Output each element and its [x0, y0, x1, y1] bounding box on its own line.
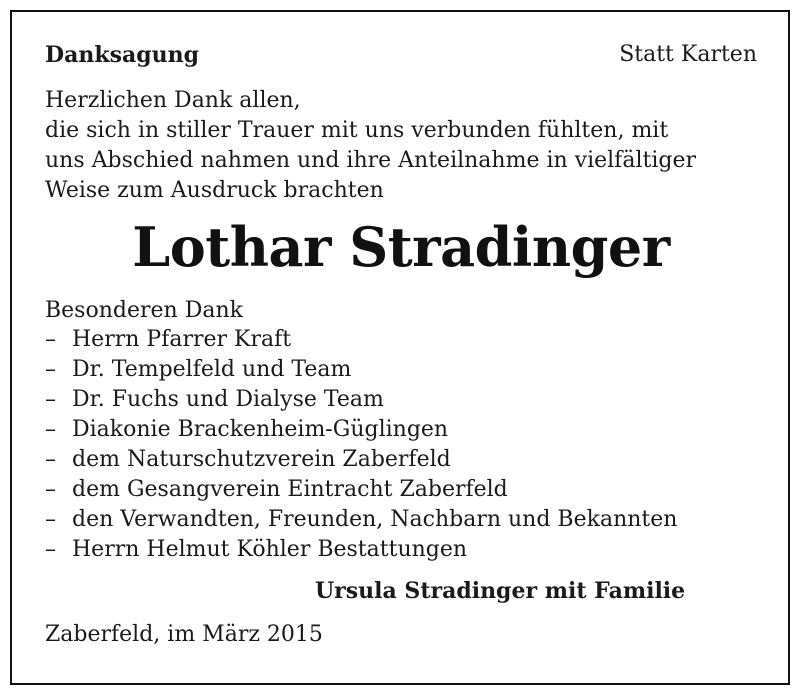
thanks-item-label: den Verwandten, Freunden, Nachbarn und Bekannten — [72, 507, 678, 532]
dash-marker: – — [45, 417, 56, 442]
place-date: Zaberfeld, im März 2015 — [45, 622, 323, 647]
intro-line: die sich in stiller Trauer mit uns verbunden fühlten, mit — [45, 118, 669, 143]
intro-line: Herzlichen Dank allen, — [45, 88, 301, 113]
thanks-item — [45, 505, 677, 535]
deceased-name: Lothar Stradinger — [132, 215, 670, 279]
intro-text — [45, 86, 757, 206]
notice-header — [45, 42, 757, 72]
thanks-item — [45, 475, 677, 505]
intro-line: Weise zum Ausdruck brachten — [45, 178, 384, 203]
dash-marker: – — [45, 537, 56, 562]
dash-marker: – — [45, 387, 56, 412]
thanks-item — [45, 535, 677, 565]
dash-marker: – — [45, 357, 56, 382]
thanks-list — [45, 325, 677, 565]
thanks-item-label: dem Naturschutzverein Zaberfeld — [72, 447, 451, 472]
thanks-item-label: Herrn Helmut Köhler Bestattungen — [72, 537, 468, 562]
dash-marker: – — [45, 507, 56, 532]
thanks-item — [45, 355, 677, 385]
notice-title: Danksagung — [45, 42, 199, 68]
dash-marker: – — [45, 477, 56, 502]
thanks-item-label: Dr. Fuchs und Dialyse Team — [72, 387, 384, 412]
thanks-item-label: dem Gesangverein Eintracht Zaberfeld — [72, 477, 508, 502]
signature: Ursula Stradinger mit Familie — [315, 578, 686, 604]
thanks-item — [45, 325, 677, 355]
dash-marker: – — [45, 447, 56, 472]
dash-marker: – — [45, 327, 56, 352]
thanks-item — [45, 445, 677, 475]
thanks-item — [45, 385, 677, 415]
thanks-item-label: Dr. Tempelfeld und Team — [72, 357, 352, 382]
thanks-item-label: Diakonie Brackenheim-Güglingen — [72, 417, 449, 442]
notice-note: Statt Karten — [619, 42, 757, 67]
thanks-item — [45, 415, 677, 445]
intro-line: uns Abschied nahmen und ihre Anteilnahme in vielfältiger — [45, 148, 696, 173]
thanks-item-label: Herrn Pfarrer Kraft — [72, 327, 292, 352]
thanks-heading: Besonderen Dank — [45, 298, 243, 323]
